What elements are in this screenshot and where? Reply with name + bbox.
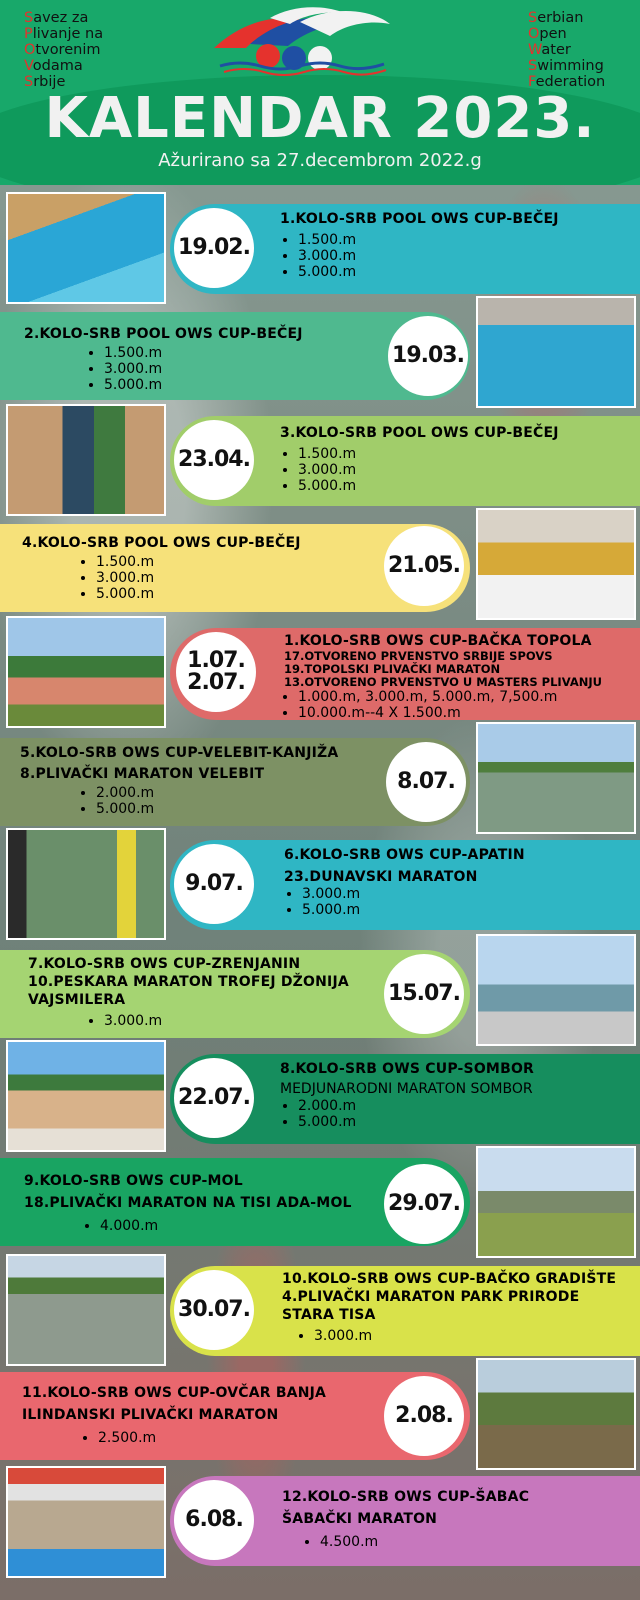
event-date: 22.07.	[178, 1085, 250, 1110]
distance-list	[280, 232, 559, 280]
event-title: 7.KOLO-SRB OWS CUP-ZRENJANIN	[28, 956, 301, 972]
event-date: 23.04.	[178, 447, 250, 472]
event-subtitle: 19.TOPOLSKI PLIVAČKI MARATON	[284, 662, 501, 676]
distance-list	[80, 1430, 326, 1446]
event-photo-pier	[476, 934, 636, 1046]
distance-item: • 3.000.m	[298, 248, 559, 264]
acronym-line: Srbije	[24, 74, 66, 90]
acronym-line: Federation	[528, 74, 606, 90]
event-date-badge	[176, 632, 256, 712]
event-date-badge	[384, 954, 464, 1034]
distance-item: • 3.000.m	[96, 570, 301, 586]
event-details	[22, 1384, 326, 1446]
distance-item: • 10.000.m--4 X 1.500.m	[298, 705, 602, 721]
event-details	[280, 424, 559, 494]
event-title: 1.KOLO-SRB POOL OWS CUP-BEČEJ	[280, 211, 559, 227]
event-date: 2.08.	[395, 1403, 453, 1428]
event-photo-gorge	[476, 1358, 636, 1470]
event-title: 4.PLIVAČKI MARATON PARK PRIRODE	[282, 1289, 580, 1305]
event-photo-podium	[6, 1466, 166, 1578]
event-details	[284, 632, 602, 721]
distance-list	[296, 1328, 616, 1344]
event-subtitle: 17.OTVORENO PRVENSTVO SRBIJE SPOVS	[284, 649, 553, 663]
distance-item: • 3.000.m	[104, 1013, 349, 1029]
distance-item: • 2.000.m	[96, 785, 338, 801]
event-photo-crowd	[6, 1040, 166, 1152]
event-details	[24, 325, 303, 393]
event-photo-group	[6, 616, 166, 728]
event-photo-pool	[6, 192, 166, 304]
distance-list	[78, 785, 338, 817]
distance-item: • 5.000.m	[96, 801, 338, 817]
acronym-line: Plivanje na	[24, 26, 104, 42]
event-title: 8.PLIVAČKI MARATON VELEBIT	[20, 766, 265, 782]
distance-item: • 3.000.m	[298, 462, 559, 478]
distance-item: • 2.000.m	[298, 1098, 534, 1114]
event-title: 23.DUNAVSKI MARATON	[284, 869, 478, 885]
event-date-badge	[388, 316, 468, 396]
acronym-line: Serbian	[528, 10, 584, 26]
swimmer-logo-icon	[210, 4, 394, 76]
event-photo-river	[6, 828, 166, 940]
event-title: 6.KOLO-SRB OWS CUP-APATIN	[284, 847, 525, 863]
event-details	[282, 1270, 616, 1344]
event-title: VAJSMILERA	[28, 992, 126, 1008]
event-details	[28, 955, 349, 1029]
distance-item: • 3.000.m	[302, 886, 525, 902]
event-date: 2.07.	[187, 670, 245, 695]
distance-list	[86, 345, 303, 393]
event-date: 19.02.	[178, 235, 250, 260]
event-photo-pool	[476, 296, 636, 408]
event-photo-swimmers	[6, 1254, 166, 1366]
distance-item: • 4.500.m	[320, 1534, 529, 1550]
acronym-right	[528, 10, 605, 90]
event-details	[280, 1060, 534, 1130]
distance-list	[284, 886, 525, 918]
distance-item: • 5.000.m	[298, 264, 559, 280]
event-photo-winners	[6, 404, 166, 516]
distance-list	[82, 1218, 352, 1234]
event-title: 2.KOLO-SRB POOL OWS CUP-BEČEJ	[24, 326, 303, 342]
event-details	[280, 210, 559, 280]
event-title: 10.KOLO-SRB OWS CUP-BAČKO GRADIŠTE	[282, 1271, 617, 1287]
event-date: 6.08.	[185, 1507, 243, 1532]
event-title: ŠABAČKI MARATON	[282, 1511, 438, 1527]
event-title: 5.KOLO-SRB OWS CUP-VELEBIT-KANJIŽA	[20, 745, 339, 761]
event-photo-lake	[476, 722, 636, 834]
event-title: 11.KOLO-SRB OWS CUP-OVČAR BANJA	[22, 1385, 327, 1401]
acronym-left	[24, 10, 103, 90]
distance-item: • 1.500.m	[298, 446, 559, 462]
distance-item: • 1.000.m, 3.000.m, 5.000.m, 7,500.m	[298, 689, 602, 705]
event-date-badge	[174, 1480, 254, 1560]
event-date: 9.07.	[185, 871, 243, 896]
distance-item: • 1.500.m	[96, 554, 301, 570]
distance-item: • 3.000.m	[104, 361, 303, 377]
event-photo-trophies	[476, 508, 636, 620]
distance-item: • 4.000.m	[100, 1218, 352, 1234]
event-details	[24, 1172, 352, 1234]
event-details	[282, 1488, 529, 1550]
distance-item: • 5.000.m	[298, 478, 559, 494]
event-title: 12.KOLO-SRB OWS CUP-ŠABAC	[282, 1489, 530, 1505]
page-subtitle: Ažurirano sa 27.decembrom 2022.g	[158, 150, 482, 171]
event-date: 21.05.	[388, 553, 460, 578]
event-date-badge	[384, 1376, 464, 1456]
event-title: 9.KOLO-SRB OWS CUP-MOL	[24, 1173, 243, 1189]
distance-list	[280, 446, 559, 494]
distance-list	[78, 554, 301, 602]
distance-item: • 1.500.m	[104, 345, 303, 361]
distance-list	[302, 1534, 529, 1550]
distance-item: • 5.000.m	[104, 377, 303, 393]
event-title: 18.PLIVAČKI MARATON NA TISI ADA-MOL	[24, 1195, 352, 1211]
page-title: KALENDAR 2023.	[44, 86, 596, 151]
event-title: ILINDANSKI PLIVAČKI MARATON	[22, 1407, 279, 1423]
distance-list	[280, 1098, 534, 1130]
distance-item: • 5.000.m	[302, 902, 525, 918]
distance-item: • 3.000.m	[314, 1328, 616, 1344]
event-details	[20, 744, 338, 817]
distance-list	[280, 689, 602, 721]
event-date-badge	[174, 208, 254, 288]
event-details	[22, 534, 301, 602]
acronym-line: Otvorenim	[24, 42, 101, 58]
acronym-line: Swimming	[528, 58, 604, 74]
event-date: 15.07.	[388, 981, 460, 1006]
event-date-badge	[384, 526, 464, 606]
event-title: 4.KOLO-SRB POOL OWS CUP-BEČEJ	[22, 535, 301, 551]
event-date: 30.07.	[178, 1297, 250, 1322]
event-date-badge	[386, 742, 466, 822]
event-date-badge	[174, 1270, 254, 1350]
distance-item: • 1.500.m	[298, 232, 559, 248]
distance-item: • 5.000.m	[96, 586, 301, 602]
event-photo-beach	[476, 1146, 636, 1258]
event-date: 19.03.	[392, 343, 464, 368]
distance-item: • 2.500.m	[98, 1430, 326, 1446]
event-title: 1.KOLO-SRB OWS CUP-BAČKA TOPOLA	[284, 633, 592, 649]
event-date: 29.07.	[388, 1191, 460, 1216]
event-title: 10.PESKARA MARATON TROFEJ DŽONIJA	[28, 974, 349, 990]
event-date: 8.07.	[397, 769, 455, 794]
acronym-line: Open	[528, 26, 567, 42]
event-date-badge	[384, 1164, 464, 1244]
event-title: 3.KOLO-SRB POOL OWS CUP-BEČEJ	[280, 425, 559, 441]
acronym-line: Vodama	[24, 58, 83, 74]
event-title: 8.KOLO-SRB OWS CUP-SOMBOR	[280, 1061, 535, 1077]
event-date-badge	[174, 1058, 254, 1138]
event-subtitle: MEDJUNARODNI MARATON SOMBOR	[280, 1081, 533, 1097]
event-details	[284, 846, 525, 918]
event-date-badge	[174, 420, 254, 500]
event-date: 1.07.	[187, 648, 245, 673]
acronym-line: Savez za	[24, 10, 89, 26]
distance-item: • 5.000.m	[298, 1114, 534, 1130]
event-title: STARA TISA	[282, 1307, 376, 1323]
event-subtitle: 13.OTVORENO PRVENSTVO U MASTERS PLIVANJU	[284, 675, 602, 689]
acronym-line: Water	[528, 42, 571, 58]
event-date-badge	[174, 844, 254, 924]
header	[0, 0, 640, 185]
distance-list	[86, 1013, 349, 1029]
